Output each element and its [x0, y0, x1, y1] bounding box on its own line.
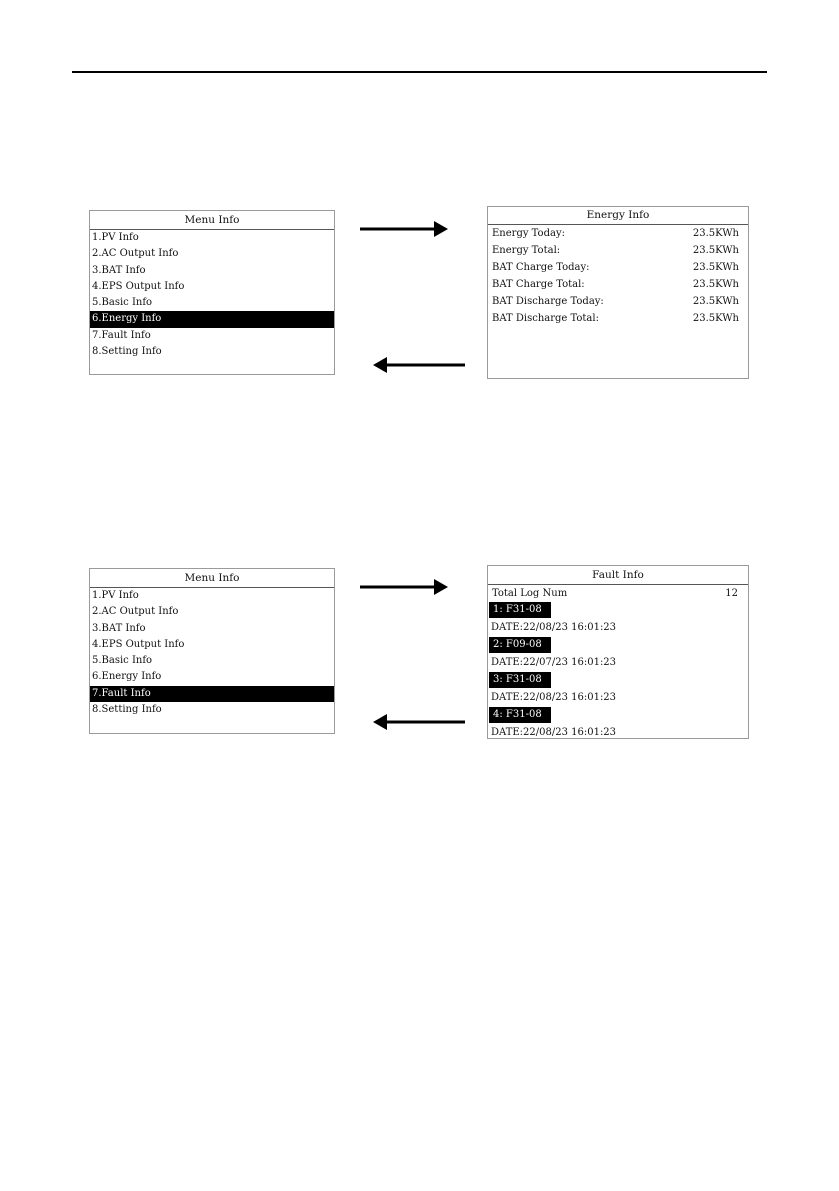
- total-log-label: Total Log Num: [492, 588, 568, 599]
- fault-info-screen: [487, 565, 749, 739]
- menu-item-fault[interactable]: 7.Fault Info: [92, 329, 151, 341]
- fault-date: DATE:22/07/23 16:01:23: [491, 657, 617, 668]
- menu-screen-2: [89, 568, 335, 734]
- menu-item-ac-output[interactable]: 2.AC Output Info: [92, 248, 179, 260]
- energy-row-label: Energy Total:: [492, 245, 561, 256]
- menu-item-bat[interactable]: 3.BAT Info: [92, 264, 146, 276]
- energy-row: [488, 310, 748, 327]
- header-rule: [72, 71, 767, 73]
- energy-row-value: 23.5KWh: [692, 245, 739, 256]
- energy-row-label: BAT Discharge Today:: [492, 296, 604, 307]
- energy-row: [488, 293, 748, 310]
- energy-row: [488, 225, 748, 242]
- menu-item-bat[interactable]: 3.BAT Info: [92, 622, 146, 634]
- energy-row-value: 23.5KWh: [692, 228, 739, 239]
- fault-date: DATE:22/08/23 16:01:23: [491, 622, 617, 633]
- total-log-row: [488, 585, 748, 602]
- menu-item-ac-output[interactable]: 2.AC Output Info: [92, 606, 179, 618]
- menu-item-energy[interactable]: 6.Energy Info: [92, 671, 162, 683]
- arrow-right-icon: [358, 219, 450, 239]
- arrow-right-icon: [358, 577, 450, 597]
- menu-item-fault[interactable]: 7.Fault Info: [90, 686, 334, 702]
- menu-item-basic[interactable]: 5.Basic Info: [92, 297, 153, 309]
- menu-item-pv[interactable]: 1.PV Info: [92, 232, 139, 243]
- menu-item-eps-output[interactable]: 4.EPS Output Info: [92, 638, 185, 650]
- energy-info-screen: [487, 206, 749, 379]
- fault-entry[interactable]: [488, 637, 748, 654]
- fault-info-title: Fault Info: [488, 566, 748, 585]
- fault-code: 2: F09-08: [489, 637, 551, 653]
- fault-code: 4: F31-08: [489, 707, 551, 723]
- arrow-left-icon: [371, 355, 467, 375]
- energy-row-label: BAT Charge Total:: [492, 279, 585, 290]
- menu-title: Menu Info: [90, 569, 334, 588]
- menu-item-pv[interactable]: 1.PV Info: [92, 590, 139, 601]
- energy-row-value: 23.5KWh: [692, 262, 739, 273]
- energy-info-title: Energy Info: [488, 207, 748, 225]
- energy-row: [488, 276, 748, 293]
- fault-entry[interactable]: [488, 707, 748, 724]
- menu-item-basic[interactable]: 5.Basic Info: [92, 655, 153, 667]
- energy-row-label: Energy Today:: [492, 228, 565, 239]
- menu-item-eps-output[interactable]: 4.EPS Output Info: [92, 280, 185, 292]
- fault-entry[interactable]: [488, 602, 748, 619]
- fault-code: 3: F31-08: [489, 672, 551, 688]
- menu-item-setting[interactable]: 8.Setting Info: [92, 704, 162, 716]
- fault-date: DATE:22/08/23 16:01:23: [491, 727, 617, 738]
- energy-row-value: 23.5KWh: [692, 279, 739, 290]
- total-log-value: 12: [725, 588, 738, 599]
- fault-entry[interactable]: [488, 672, 748, 689]
- fault-code: 1: F31-08: [489, 602, 551, 618]
- energy-row-value: 23.5KWh: [692, 313, 739, 324]
- energy-row: [488, 242, 748, 259]
- menu-screen-1: [89, 210, 335, 375]
- menu-title: Menu Info: [90, 211, 334, 230]
- menu-item-setting[interactable]: 8.Setting Info: [92, 346, 162, 358]
- energy-row: [488, 259, 748, 276]
- energy-row-label: BAT Discharge Total:: [492, 313, 599, 324]
- arrow-left-icon: [371, 712, 467, 732]
- energy-row-value: 23.5KWh: [692, 296, 739, 307]
- fault-date: DATE:22/08/23 16:01:23: [491, 692, 617, 703]
- menu-item-energy[interactable]: 6.Energy Info: [90, 311, 334, 327]
- energy-row-label: BAT Charge Today:: [492, 262, 590, 273]
